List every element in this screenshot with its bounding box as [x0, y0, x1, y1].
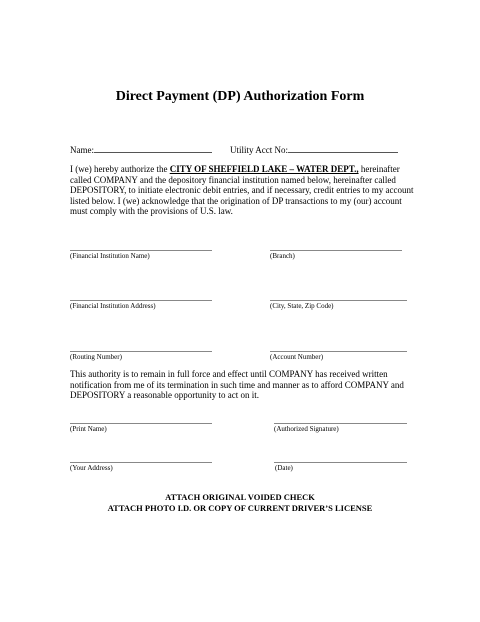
institution-address-label: (Financial Institution Address)	[70, 302, 156, 310]
authorized-signature-label: (Authorized Signature)	[274, 425, 339, 433]
authorization-paragraph	[70, 164, 415, 217]
auth-body: hereinafter called COMPANY and the depository financial institution named below, hereinafter called DEPOSITORY, to initiate electronic debit entries, and if necessary, credit entries to my account listed below. I (we) acknowledge that the origination of DP transactions to my (our) account must comply with the provisions of U.S. law.	[70, 164, 414, 217]
account-row	[230, 143, 398, 155]
name-label: Name:	[70, 145, 94, 155]
name-field[interactable]	[94, 143, 212, 153]
your-address-label: (Your Address)	[70, 464, 113, 472]
footer-voided-check: ATTACH ORIGINAL VOIDED CHECK	[165, 492, 315, 502]
branch-line[interactable]	[270, 250, 402, 251]
name-row	[70, 143, 212, 155]
auth-intro: I (we) hereby authorize the	[70, 164, 170, 174]
your-address-line[interactable]	[70, 462, 212, 463]
date-label: (Date)	[275, 464, 293, 472]
account-number-label: (Account Number)	[270, 353, 324, 361]
form-title: Direct Payment (DP) Authorization Form	[115, 89, 365, 104]
company-name: CITY OF SHEFFIELD LAKE – WATER DEPT.,	[169, 164, 359, 174]
date-line[interactable]	[274, 462, 407, 463]
institution-name-label: (Financial Institution Name)	[70, 252, 150, 260]
branch-label: (Branch)	[270, 252, 295, 260]
print-name-line[interactable]	[70, 423, 212, 424]
authority-paragraph: This authority is to remain in full force and effect until COMPANY has received written notification from me of its termination in such time and manner as to afford COMPANY and DEPOSITORY a reasonable opportunity to act on it.	[70, 369, 404, 401]
city-state-zip-line[interactable]	[270, 300, 407, 301]
authorized-signature-line[interactable]	[274, 423, 407, 424]
institution-name-line[interactable]	[70, 250, 212, 251]
acct-label: Utility Acct No:	[230, 145, 288, 155]
print-name-label: (Print Name)	[70, 425, 107, 433]
utility-acct-field[interactable]	[288, 143, 398, 153]
account-number-line[interactable]	[270, 351, 407, 352]
footer-photo-id: ATTACH PHOTO I.D. OR COPY OF CURRENT DRIVER’S LICENSE	[107, 503, 373, 513]
institution-address-line[interactable]	[70, 300, 212, 301]
routing-number-line[interactable]	[70, 351, 212, 352]
routing-number-label: (Routing Number)	[70, 353, 122, 361]
city-state-zip-label: (City, State, Zip Code)	[270, 302, 334, 310]
